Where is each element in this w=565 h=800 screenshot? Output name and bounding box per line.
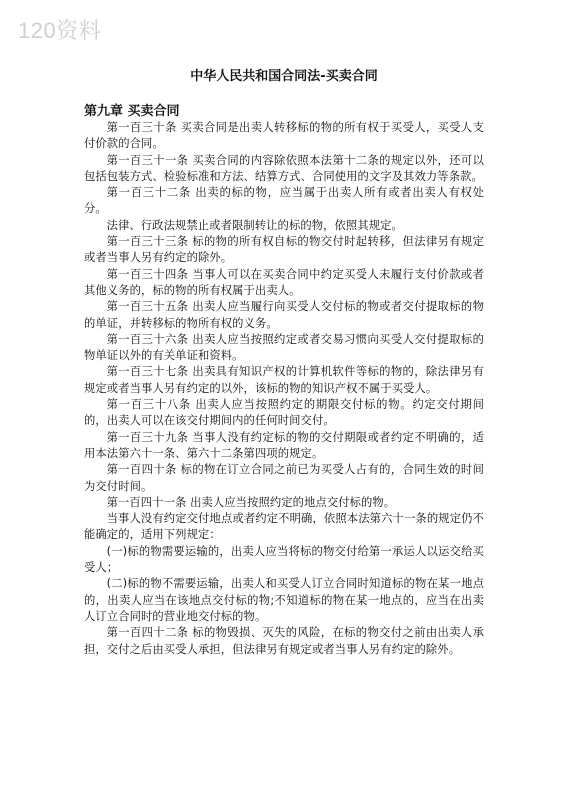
watermark-logo: 120资料 xyxy=(18,18,102,43)
document-title: 中华人民共和国合同法-买卖合同 xyxy=(190,69,378,84)
article-141-item-2: (二)标的物不需要运输，出卖人和买受人订立合同时知道标的物在某一地点的，出卖人应当在该地点交付标的物;不知道标的物在某一地点的，应当在出卖人订立合同时的营业地交付标的物。 xyxy=(84,577,484,623)
article-141-item-1: (一)标的物需要运输的，出卖人应当将标的物交付给第一承运人以运交给买受人； xyxy=(84,544,484,575)
article-140: 第一百四十条 标的物在订立合同之前已为买受人占有的，合同生效的时间为交付时间。 xyxy=(84,463,484,493)
article-133: 第一百三十三条 标的物的所有权自标的物交付时起转移，但法律另有规定或者当事人另有约定的除外。 xyxy=(84,235,484,265)
article-132-clause: 法律、行政法规禁止或者限制转让的标的物，依照其规定。 xyxy=(106,218,403,232)
article-132: 第一百三十二条 出卖的标的物，应当属于出卖人所有或者出卖人有权处分。 xyxy=(84,186,484,216)
document-page xyxy=(84,68,484,658)
article-142: 第一百四十二条 标的物毁损、灭失的风险，在标的物交付之前由出卖人承担，交付之后由买受人承担，但法律另有规定或者当事人另有约定的除外。 xyxy=(84,626,484,656)
article-141-clause: 当事人没有约定交付地点或者约定不明确，依照本法第六十一条的规定仍不能确定的，适用下列规定： xyxy=(84,512,484,542)
article-141: 第一百四十一条 出卖人应当按照约定的地点交付标的物。 xyxy=(106,495,396,509)
article-135: 第一百三十五条 出卖人应当履行向买受人交付标的物或者交付提取标的物的单证，并转移标的物所有权的义务。 xyxy=(84,300,484,330)
article-130: 第一百三十条 买卖合同是出卖人转移标的物的所有权于买受人，买受人支付价款的合同。 xyxy=(84,121,484,151)
article-139: 第一百三十九条 当事人没有约定标的物的交付期限或者约定不明确的，适用本法第六十一条、第六十二条第四项的规定。 xyxy=(84,430,484,460)
article-136: 第一百三十六条 出卖人应当按照约定或者交易习惯向买受人交付提取标的物单证以外的有关单证和资料。 xyxy=(84,332,484,363)
article-131: 第一百三十一条 买卖合同的内容除依照本法第十二条的规定以外，还可以包括包装方式、检验标准和方法、结算方式、合同使用的文字及其效力等条款。 xyxy=(84,153,484,183)
article-137: 第一百三十七条 出卖具有知识产权的计算机软件等标的物的，除法律另有规定或者当事人另有约定的以外，该标的物的知识产权不属于买受人。 xyxy=(84,365,484,395)
article-138: 第一百三十八条 出卖人应当按照约定的期限交付标的物。约定交付期间的，出卖人可以在该交付期间内的任何时间交付。 xyxy=(84,398,484,428)
chapter-heading: 第九章 买卖合同 xyxy=(84,104,180,119)
article-134: 第一百三十四条 当事人可以在买卖合同中约定买受人未履行支付价款或者其他义务的，标的物的所有权属于出卖人。 xyxy=(84,267,484,297)
